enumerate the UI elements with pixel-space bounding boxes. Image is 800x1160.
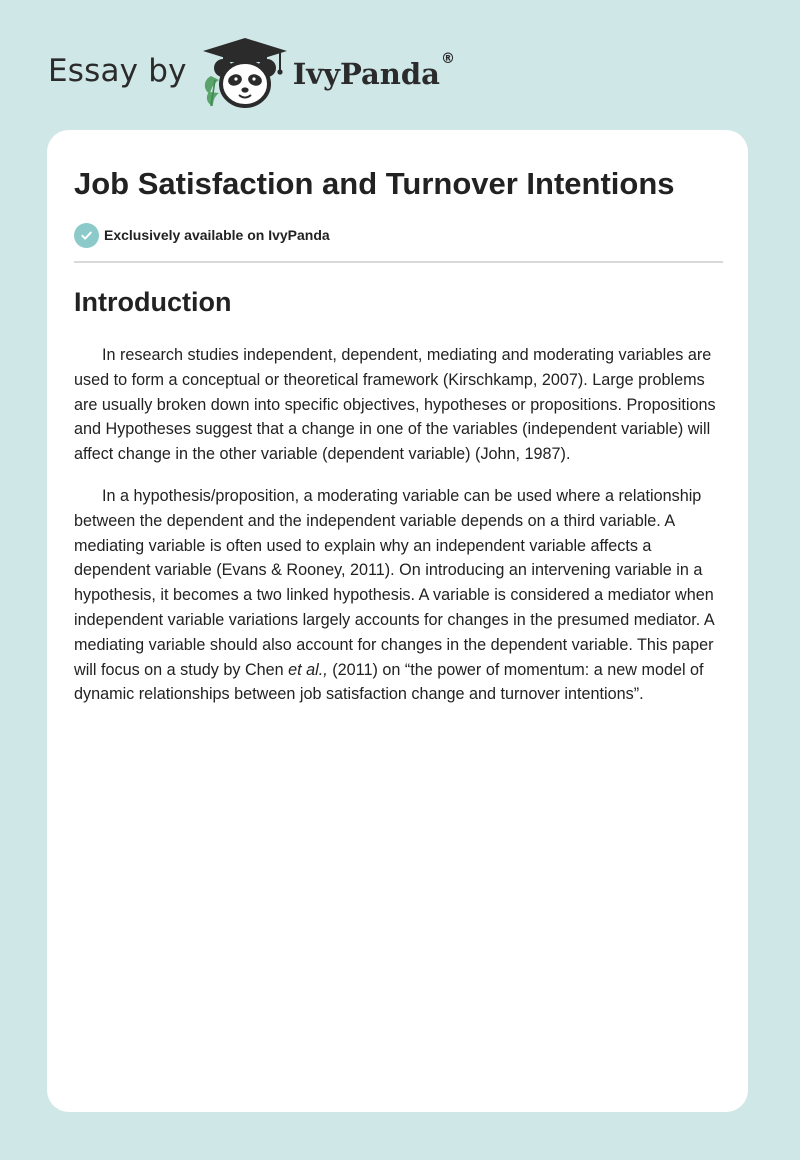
essay-body (74, 343, 726, 724)
exclusive-badge-text: Exclusively available on IvyPanda (104, 227, 330, 243)
brand-name (292, 51, 455, 91)
essay-card (47, 130, 748, 1112)
panda-graduate-logo-icon (201, 34, 289, 110)
brand-name-text: IvyPanda (292, 57, 440, 91)
paragraph-2-emphasis: et al., (288, 660, 328, 679)
exclusive-badge (74, 222, 330, 248)
paragraph-1: In research studies independent, dependent, mediating and moderating variables are used to form a conceptual or theoretical framework (Kirschkamp, 2007). Large problems are usually broken down into specific objectives, hypotheses or propositions. Propositions and Hypotheses suggest that a change in one of the variables (independent variable) will affect change in the other variable (dependent variable) (John, 1987). (74, 346, 716, 464)
paragraph-2 (74, 484, 726, 707)
check-icon (74, 223, 99, 248)
registered-mark: ® (440, 51, 455, 67)
paragraph-2-part-2: (2011) on “the power of momentum: a new model of dynamic relationships between job satisfaction change and turnover intentions”. (74, 660, 704, 704)
paragraph-2-part-1: In a hypothesis/proposition, a moderating variable can be used where a relationship between the dependent and the independent variable depends on a third variable. A mediating variable is often used to explain why an independent variable affects a dependent variable (Evans & Rooney, 2011). On introducing an intervening variable in a hypothesis, it becomes a two linked hypothesis. A variable is considered a mediator when independent variable variations largely accounts for changes in the presumed mediator. A mediating variable should also account for changes in the dependent variable. This paper will focus on a study by Chen (74, 486, 714, 679)
brand-prefix: Essay by (48, 53, 187, 89)
site-brand[interactable] (48, 34, 488, 110)
section-heading-introduction: Introduction (74, 287, 232, 317)
title-divider (74, 261, 723, 263)
essay-title: Job Satisfaction and Turnover Intentions (74, 166, 675, 201)
